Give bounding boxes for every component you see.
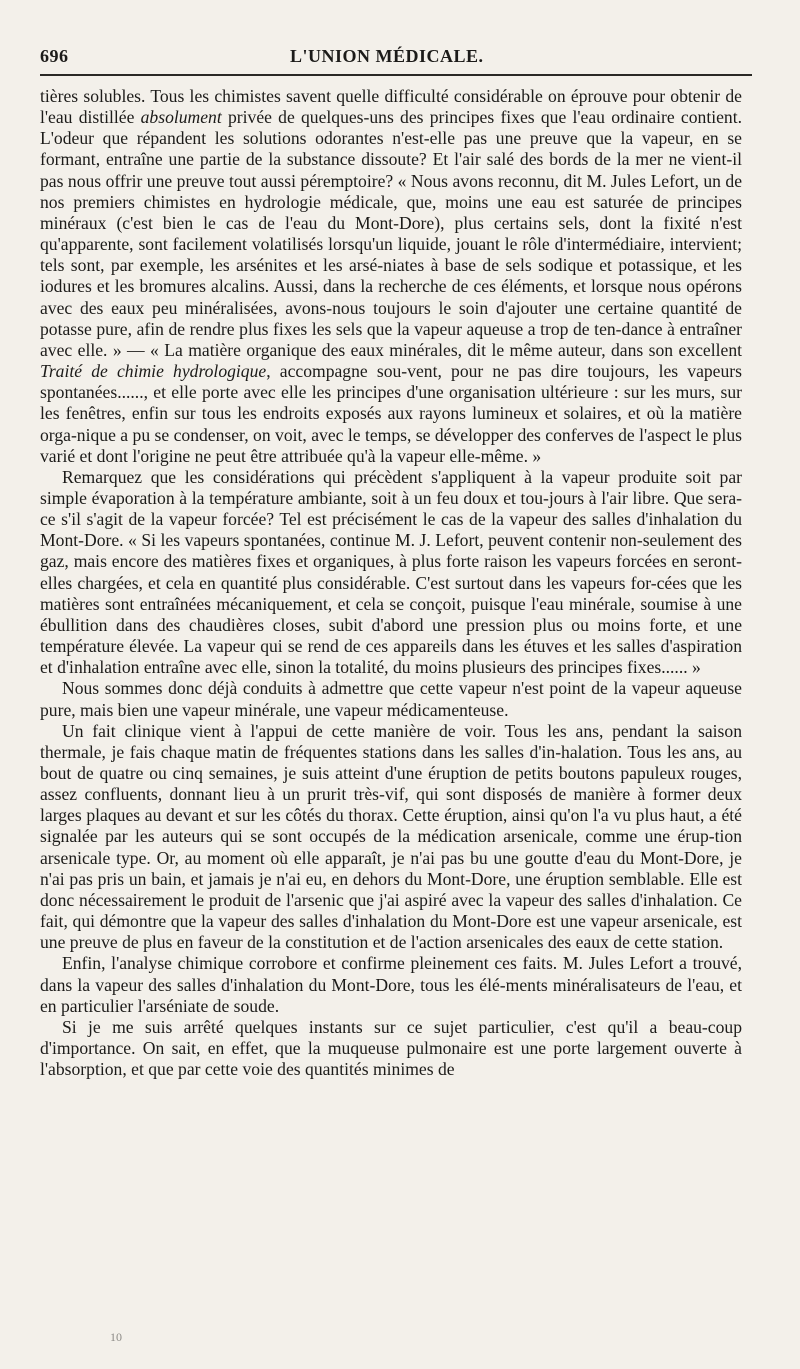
- paragraph-p1: [40, 86, 742, 467]
- paragraph-p3: [40, 678, 742, 720]
- signature-mark: 10: [110, 1330, 122, 1344]
- body-text: [40, 86, 742, 1080]
- header-rule: [40, 74, 752, 76]
- running-title: L'UNION MÉDICALE.: [290, 46, 484, 66]
- page-header: [40, 40, 742, 74]
- text-segment: tières solubles. Tous les chimistes savent quelle difficulté considérable on éprouve pour obtenir de l'eau distillée: [40, 86, 742, 128]
- paragraph-p4: [40, 721, 742, 954]
- paragraph-p5: [40, 953, 742, 1016]
- text-segment: Nous sommes donc déjà conduits à admettre que cette vapeur n'est point de la vapeur aqueuse pure, mais bien une vapeur minérale, une vapeur médicamenteuse.: [40, 678, 742, 720]
- paragraph-p2: [40, 467, 742, 679]
- text-segment: , accompagne sou-vent, pour ne pas dire toujours, les vapeurs spontanées......, et elle porte avec elle les principes d'une organisation ultérieure : sur les murs, sur les fenêtres, enfin sur tous les endroits exposés aux rayons lumineux et solaires, et où la matière orga-nique a pu se condenser, on voit, avec le temps, se développer des conferves de l'aspect le plus varié et dont l'origine ne peut être attribuée qu'à la vapeur elle-même. »: [40, 361, 742, 466]
- text-segment: Enfin, l'analyse chimique corrobore et confirme pleinement ces faits. M. Jules Lefort a trouvé, dans la vapeur des salles d'inhalation du Mont-Dore, tous les élé-ments minéralisateurs de l'eau, et en particulier l'arséniate de soude.: [40, 953, 742, 1016]
- italic-text: Traité de chimie hydrologique: [40, 361, 267, 382]
- text-segment: Si je me suis arrêté quelques instants sur ce sujet particulier, c'est qu'il a beau-coup d'importance. On sait, en effet, que la muqueuse pulmonaire est une porte largement ouverte à l'absorption, et que par cette voie des quantités minimes de: [40, 1016, 742, 1080]
- text-segment: Un fait clinique vient à l'appui de cette manière de voir. Tous les ans, pendant la saison thermale, je fais chaque matin de fréquentes stations dans les salles d'in-halation. Tous les ans, au bout de quatre ou cinq semaines, je suis atteint d'une éruption de petits boutons papuleux rouges, assez confluents, donnant lieu à un prurit très-vif, qui sont disposés de manière à former deux larges plaques au devant et sur les côtés du thorax. Cette éruption, ainsi qu'on l'a vu plus haut, a été signalée par les auteurs qui se sont occupés de la médication arsenicale, comme une érup-tion arsenicale type. Or, au moment où elle apparaît, je n'ai pas bu une goutte d'eau du Mont-Dore, je n'ai pas pris un bain, et jamais je n'ai eu, en dehors du Mont-Dore, une éruption semblable. Elle est donc nécessairement le produit de l'arsenic que j'ai aspiré avec la vapeur des salles d'inhalation. Ce fait, qui démontre que la vapeur des salles d'inhalation du Mont-Dore est une vapeur arsenicale, est une preuve de plus en faveur de la constitution et de l'action arsenicales des eaux de cette station.: [40, 720, 742, 953]
- text-segment: privée de quelques-uns des principes fixes que l'eau ordinaire contient. L'odeur que répandent les solutions odorantes n'est-elle pas une preuve que la vapeur, en se formant, entraîne une partie de la substance dissoute? Et l'air salé des bords de la mer ne vient-il pas nous offrir une preuve tout aussi péremptoire? « Nous avons reconnu, dit M. Jules Lefort, un de nos premiers chimistes en hydrologie médicale, que, moins une eau est saturée de principes minéraux (c'est bien le cas de l'eau du Mont-Dore), plus certains sels, dont la fixité n'est qu'apparente, sont facilement volatilisés lorsqu'un liquide, jouant le rôle d'intermédiaire, intervient; tels sont, par exemple, les arsénites et les arsé-niates à base de sels sodique et potassique, et les iodures et les bromures alcalins. Aussi, dans la recherche de ces éléments, et lorsque nous opérons avec des eaux peu minéralisées, avons-nous toujours le soin d'ajouter une certaine quantité de potasse pure, afin de rendre plus fixes les sels que la vapeur aqueuse a trop de ten-dance à entraîner avec elle. » — « La matière organique des eaux minérales, dit le même auteur, dans son excellent: [40, 107, 742, 360]
- paragraph-p6: [40, 1017, 742, 1080]
- page-number: 696: [40, 46, 69, 66]
- text-segment: Remarquez que les considérations qui précèdent s'appliquent à la vapeur produite soit par simple évaporation à la température ambiante, soit à un feu doux et tou-jours à l'air libre. Que sera-ce s'il s'agit de la vapeur forcée? Tel est précisément le cas de la vapeur des salles d'inhalation du Mont-Dore. « Si les vapeurs spontanées, continue M. J. Lefort, peuvent contenir non-seulement des gaz, mais encore des matières fixes et organiques, à plus forte raison les vapeurs forcées en seront-elles chargées, et cela en quantité plus considérable. C'est surtout dans les vapeurs for-cées que les matières sont entraînées mécaniquement, et cela se conçoit, puisque l'eau minérale, soumise à une ébullition dans des chaudières closes, subit d'abord une pression plus ou moins forte, et une température élevée. La vapeur qui se rend de ces appareils dans les étuves et les salles d'aspiration et d'inhalation entraîne avec elle, sinon la totalité, du moins plusieurs des principes fixes...... »: [40, 466, 742, 678]
- italic-text: absolument: [140, 107, 222, 128]
